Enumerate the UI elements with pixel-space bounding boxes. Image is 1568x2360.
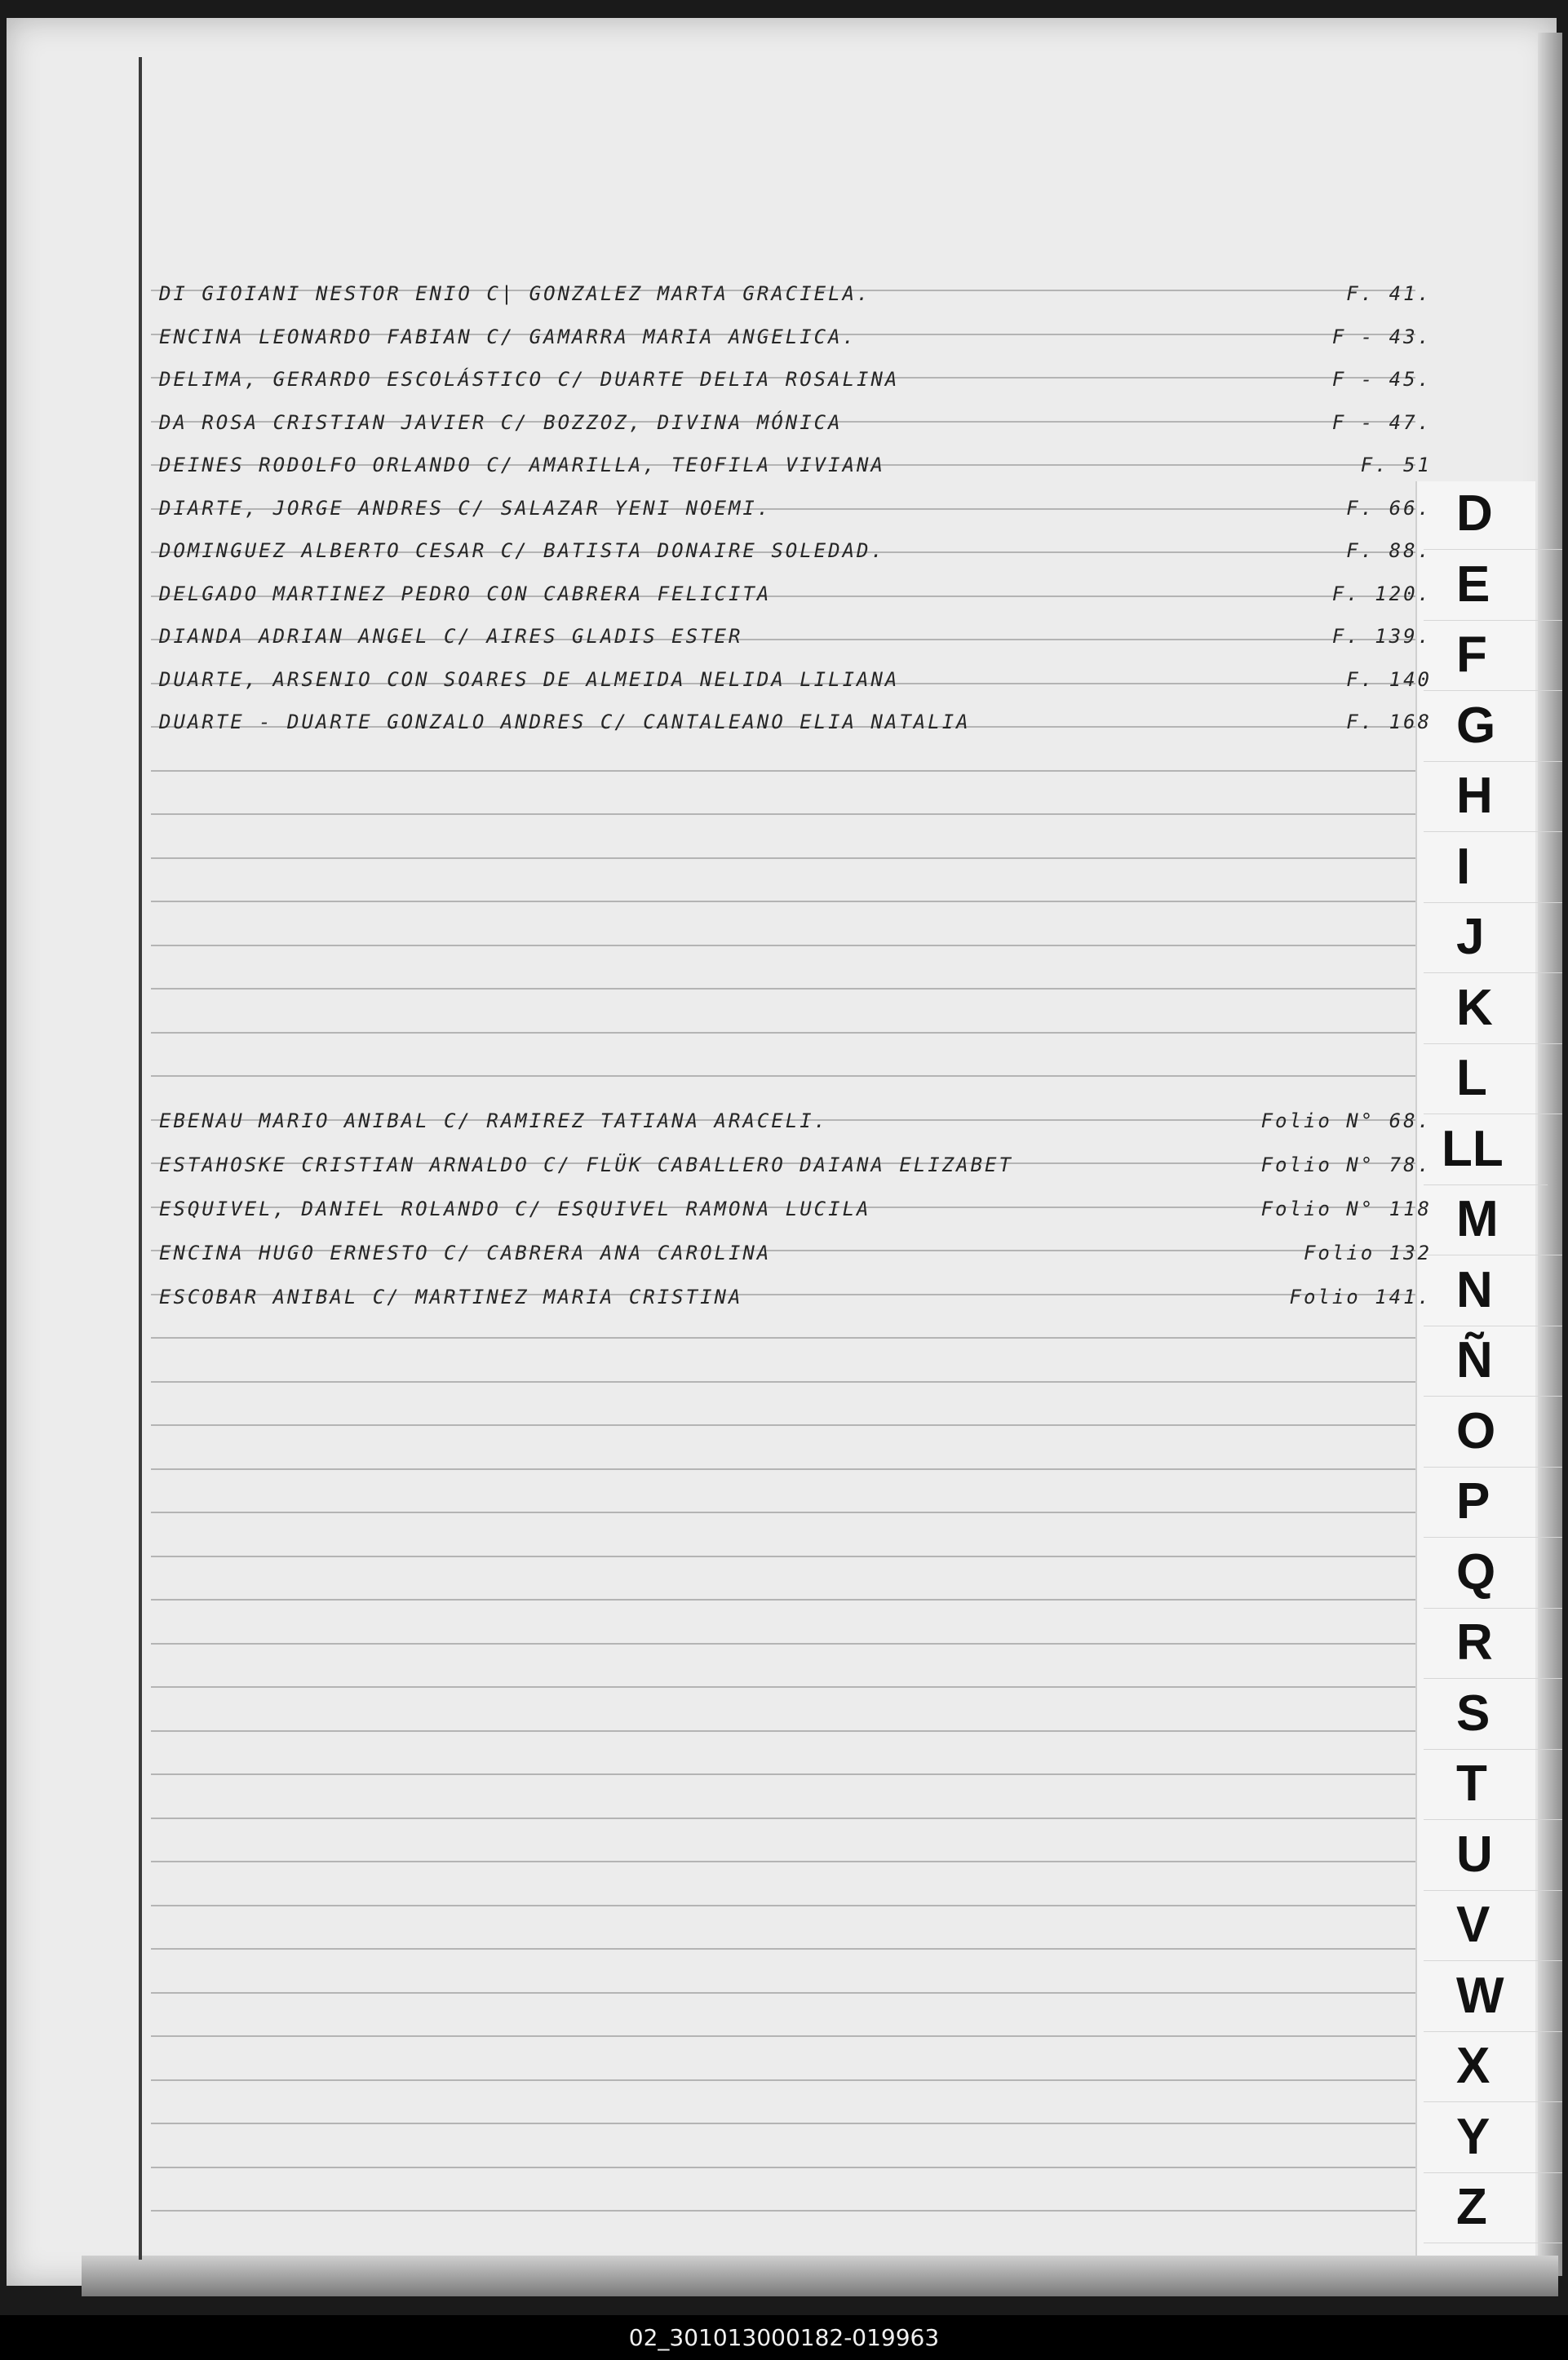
ruled-line — [151, 813, 1415, 815]
entry-folio: Folio 141. — [1289, 1286, 1432, 1308]
ruled-line — [151, 988, 1415, 990]
entry-folio: F. 88. — [1346, 539, 1432, 562]
index-tab[interactable]: Y — [1424, 2102, 1562, 2173]
entry-name: EBENAU MARIO ANIBAL C/ RAMIREZ TATIANA ARACELI. — [159, 1109, 829, 1132]
ruled-line — [151, 1599, 1424, 1601]
index-tab[interactable]: R — [1424, 1608, 1562, 1679]
ledger-entry — [159, 1103, 1432, 1136]
entry-folio: F. 120. — [1331, 582, 1432, 605]
entry-name: DELIMA, GERARDO ESCOLÁSTICO C/ DUARTE DELIA ROSALINA — [159, 368, 900, 391]
index-tab[interactable]: U — [1424, 1820, 1562, 1891]
entry-folio: Folio 132 — [1303, 1242, 1432, 1264]
entry-name: DELGADO MARTINEZ PEDRO CON CABRERA FELICITA — [159, 582, 772, 605]
entry-folio: F. 168 — [1346, 711, 1432, 733]
ruled-line — [151, 2123, 1424, 2124]
ledger-entry — [159, 276, 1432, 308]
index-tab[interactable]: P — [1424, 1467, 1562, 1538]
index-tab[interactable]: M — [1424, 1184, 1562, 1255]
entry-name: ENCINA HUGO ERNESTO C/ CABRERA ANA CAROLINA — [159, 1242, 772, 1264]
ruled-line — [151, 1032, 1415, 1034]
ruled-line — [151, 945, 1415, 946]
document-id-footer: 02_301013000182-019963 — [0, 2315, 1568, 2360]
ruled-line — [151, 901, 1415, 902]
index-tab[interactable]: V — [1424, 1890, 1562, 1961]
entry-name: DUARTE - DUARTE GONZALO ANDRES C/ CANTALEANO ELIA NATALIA — [159, 711, 971, 733]
ledger-entry — [159, 319, 1432, 352]
entry-name: DIANDA ADRIAN ANGEL C/ AIRES GLADIS ESTER — [159, 625, 743, 648]
entry-folio: F. 140 — [1346, 667, 1432, 691]
ruled-line — [151, 1556, 1424, 1557]
ruled-line — [151, 1512, 1424, 1513]
index-tab[interactable]: N — [1424, 1255, 1562, 1326]
entry-folio: F - 47. — [1331, 410, 1432, 434]
index-tab[interactable]: E — [1424, 550, 1562, 621]
entry-folio: Folio N° 118 — [1260, 1198, 1432, 1220]
index-tab[interactable]: I — [1424, 832, 1562, 903]
ledger-entry — [159, 1147, 1432, 1180]
index-tab[interactable]: L — [1424, 1043, 1562, 1114]
ruled-line — [151, 1861, 1424, 1862]
ruled-line — [151, 1381, 1415, 1383]
index-tab[interactable]: Z — [1424, 2172, 1562, 2243]
ruled-line — [151, 770, 1415, 772]
index-tab[interactable]: T — [1424, 1749, 1562, 1820]
index-tab[interactable]: K — [1424, 973, 1562, 1044]
ledger-entry — [159, 533, 1432, 565]
index-tab[interactable]: W — [1424, 1961, 1562, 2032]
entry-folio: F - 43. — [1331, 325, 1432, 348]
entry-name: DEINES RODOLFO ORLANDO C/ AMARILLA, TEOFILA VIVIANA — [159, 454, 885, 476]
ruled-line — [151, 2079, 1424, 2081]
index-tab[interactable]: H — [1424, 761, 1562, 832]
ruled-line — [151, 1905, 1424, 1906]
ruled-line — [151, 1686, 1424, 1688]
entry-name: ENCINA LEONARDO FABIAN C/ GAMARRA MARIA ANGELICA. — [159, 325, 857, 348]
index-tab[interactable]: Q — [1424, 1538, 1562, 1609]
ledger-entry — [159, 618, 1432, 651]
entry-name: DUARTE, ARSENIO CON SOARES DE ALMEIDA NELIDA LILIANA — [159, 667, 900, 691]
entry-folio: F - 45. — [1331, 368, 1432, 391]
index-tab[interactable]: O — [1424, 1397, 1562, 1468]
entry-folio: F. 51 — [1360, 454, 1432, 476]
index-tab[interactable]: J — [1424, 902, 1562, 973]
index-tab[interactable]: F — [1424, 620, 1562, 691]
index-tab[interactable]: G — [1424, 691, 1562, 762]
ruled-line — [151, 1424, 1415, 1426]
ledger-entry — [159, 447, 1432, 480]
ledger-entry — [159, 1191, 1432, 1224]
index-tab[interactable]: Ñ — [1424, 1326, 1562, 1397]
ledger-entry — [159, 1235, 1432, 1268]
entry-folio: Folio N° 78. — [1260, 1153, 1432, 1176]
entry-name: ESQUIVEL, DANIEL ROLANDO C/ ESQUIVEL RAMONA LUCILA — [159, 1198, 871, 1220]
ruled-line — [151, 2167, 1424, 2168]
ledger-entry — [159, 490, 1432, 523]
entry-name: ESTAHOSKE CRISTIAN ARNALDO C/ FLÜK CABALLERO DAIANA ELIZABET — [159, 1153, 1013, 1176]
ruled-line — [151, 1468, 1415, 1470]
ledger-entry — [159, 704, 1432, 737]
entry-folio: F. 139. — [1331, 625, 1432, 648]
ledger-entry — [159, 662, 1432, 694]
index-tab[interactable]: D — [1424, 479, 1562, 550]
ruled-line — [151, 2210, 1424, 2212]
entry-name: DA ROSA CRISTIAN JAVIER C/ BOZZOZ, DIVINA MÓNICA — [159, 410, 843, 434]
index-tab[interactable]: LL — [1424, 1114, 1548, 1185]
ledger-entry — [159, 405, 1432, 437]
ruled-line — [151, 1992, 1424, 1994]
entry-folio: F. 66. — [1346, 496, 1432, 520]
index-tab[interactable]: X — [1424, 2031, 1562, 2102]
entry-name: DIARTE, JORGE ANDRES C/ SALAZAR YENI NOEMI. — [159, 496, 772, 520]
ledger-entry — [159, 576, 1432, 609]
ledger-entry — [159, 1279, 1432, 1312]
ledger-entry — [159, 361, 1432, 394]
entry-folio: Folio N° 68. — [1260, 1109, 1432, 1132]
ruled-line — [151, 1948, 1424, 1950]
entry-name: ESCOBAR ANIBAL C/ MARTINEZ MARIA CRISTINA — [159, 1286, 743, 1308]
ruled-line — [151, 1818, 1424, 1819]
margin-line — [139, 57, 142, 2260]
page-bottom-edge — [82, 2256, 1558, 2296]
entry-name: DOMINGUEZ ALBERTO CESAR C/ BATISTA DONAIRE SOLEDAD. — [159, 539, 885, 562]
ruled-line — [151, 1075, 1415, 1077]
entry-folio: F. 41. — [1346, 282, 1432, 305]
entry-name: DI GIOIANI NESTOR ENIO C| GONZALEZ MARTA GRACIELA. — [159, 282, 871, 305]
ruled-line — [151, 1337, 1415, 1339]
ruled-line — [151, 2035, 1424, 2037]
ruled-line — [151, 1730, 1424, 1732]
ruled-line — [151, 857, 1415, 859]
ruled-line — [151, 1773, 1424, 1775]
index-tab[interactable]: S — [1424, 1679, 1562, 1750]
ruled-line — [151, 1643, 1424, 1645]
